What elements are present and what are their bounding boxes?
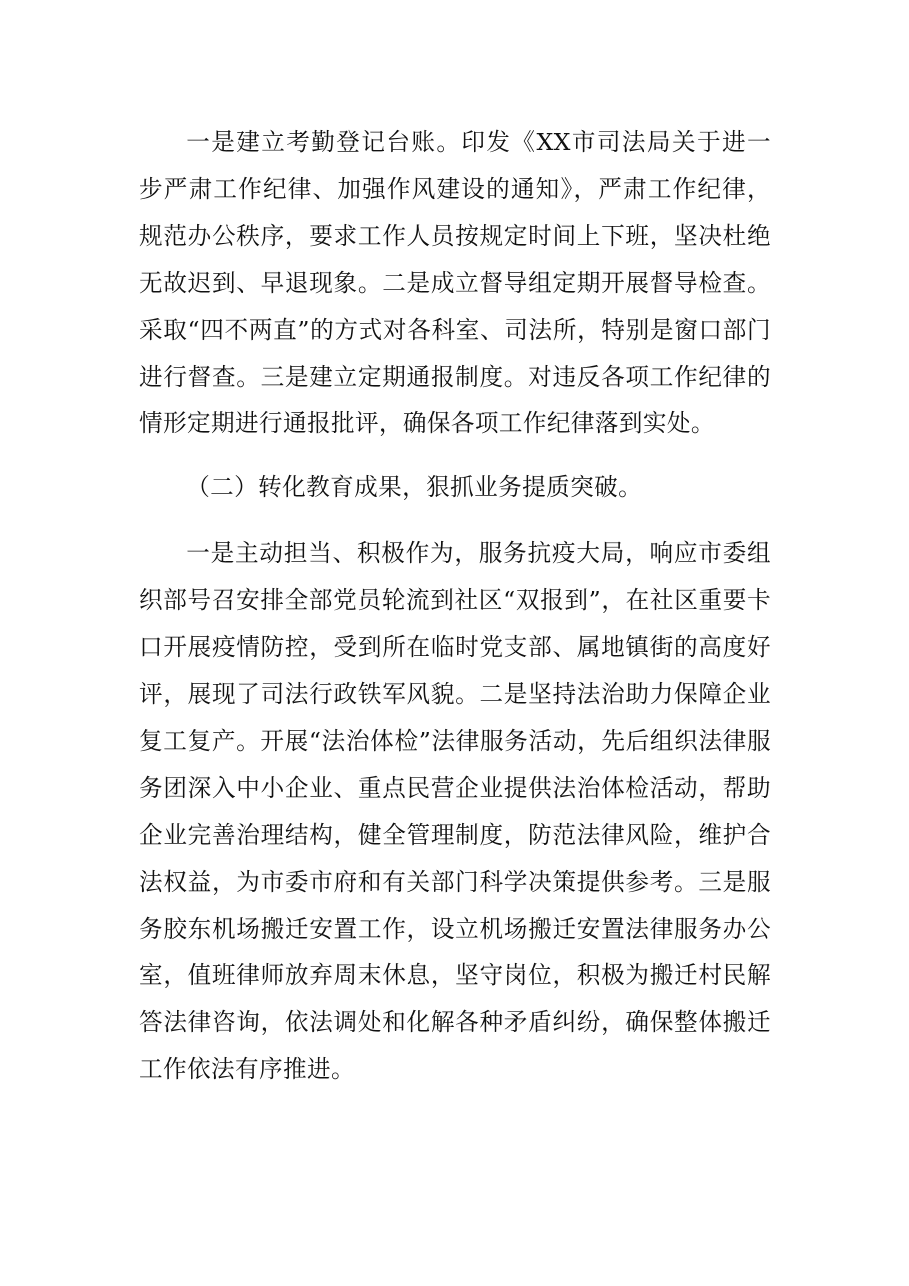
document-body — [139, 119, 771, 1093]
paragraph-service-achievements: 一是主动担当、积极作为，服务抗疫大局，响应市委组织部号召安排全部党员轮流到社区“双报到”，在社区重要卡口开展疫情防控，受到所在临时党支部、属地镇街的高度好评，展现了司法行政铁军风貌。二是坚持法治助力保障企业复工复产。开展“法治体检”法律服务活动，先后组织法律服务团深入中小企业、重点民营企业提供法治体检活动，帮助企业完善治理结构，健全管理制度，防范法律风险，维护合法权益，为市委市府和有关部门科学决策提供参考。三是服务胶东机场搬迁安置工作，设立机场搬迁安置法律服务办公室，值班律师放弃周末休息，坚守岗位，积极为搬迁村民解答法律咨询，依法调处和化解各种矛盾纠纷，确保整体搬迁工作依法有序推进。 — [139, 539, 771, 1084]
section-heading-2: （二）转化教育成果，狠抓业务提质突破。 — [186, 473, 643, 502]
paragraph-attendance-discipline: 一是建立考勤登记台账。印发《XX市司法局关于进一步严肃工作纪律、加强作风建设的通知》，严肃工作纪律，规范办公秩序，要求工作人员按规定时间上下班，坚决杜绝无故迟到、早退现象。二是成立督导组定期开展督导检查。采取“四不两直”的方式对各科室、司法所，特别是窗口部门进行督查。三是建立定期通报制度。对违反各项工作纪律的情形定期进行通报批评，确保各项工作纪律落到实处。 — [139, 128, 771, 438]
